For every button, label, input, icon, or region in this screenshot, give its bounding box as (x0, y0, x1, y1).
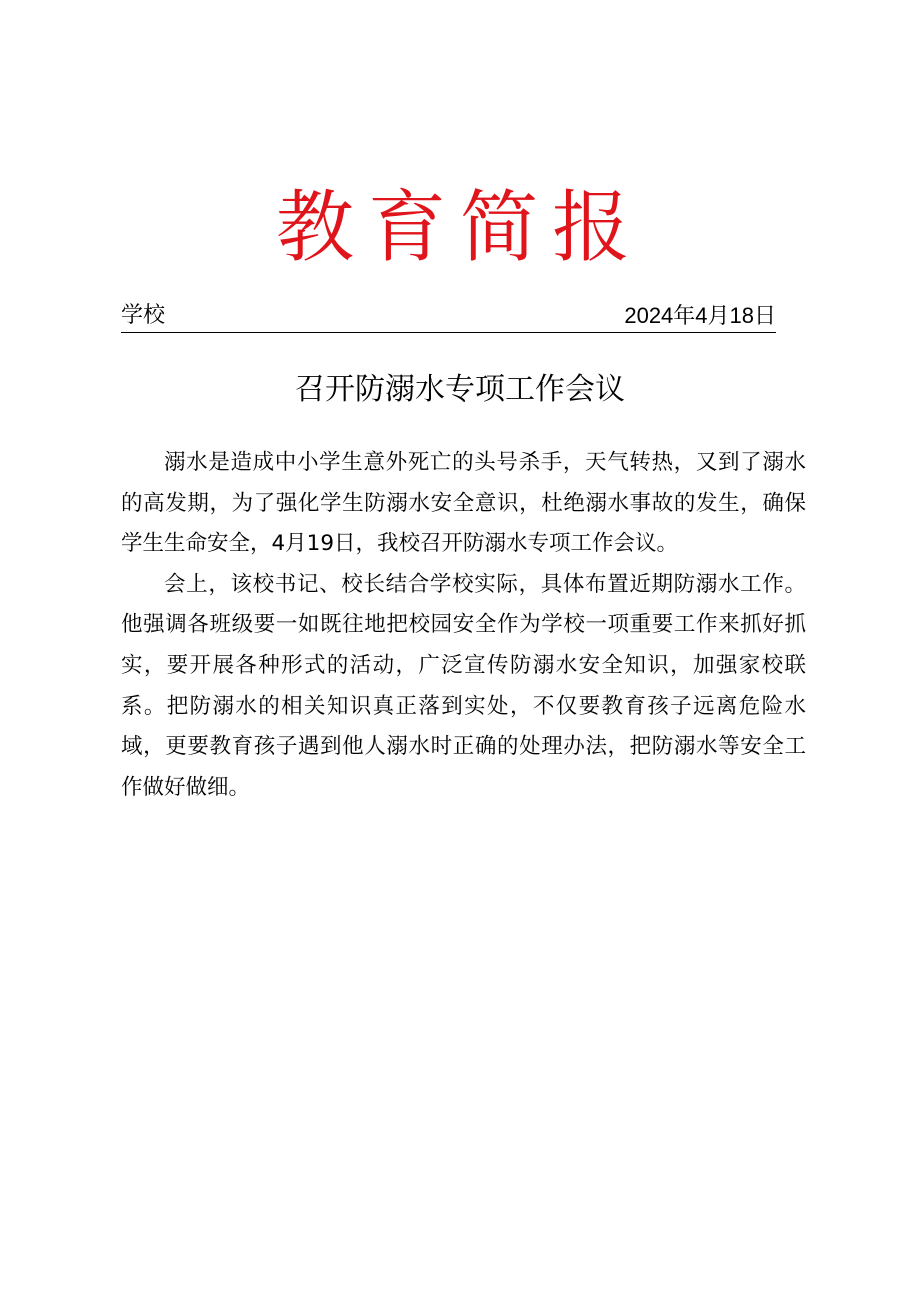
school-label: 学校 (121, 303, 166, 328)
masthead-title: 教育简报 (275, 183, 644, 273)
info-line (121, 300, 776, 333)
paragraph: 会上，该校书记、校长结合学校实际，具体布置近期防溺水工作。他强调各班级要一如既往地把校园安全作为学校一项重要工作来抓好抓实，要开展各种形式的活动，广泛宣传防溺水安全知识，加强家校联系。把防溺水的相关知识真正落到实处，不仅要教育孩子远离危险水域，更要教育孩子遇到他人溺水时正确的处理办法，把防溺水等安全工作做好做细。 (121, 571, 806, 800)
article-title: 召开防溺水专项工作会议 (295, 372, 625, 407)
paragraph: 溺水是造成中小学生意外死亡的头号杀手，天气转热，又到了溺水的高发期，为了强化学生防溺水安全意识，杜绝溺水事故的发生，确保学生生命安全，4月19日，我校召开防溺水专项工作会议。 (121, 450, 806, 557)
issue-date: 2024年4月18日 (624, 303, 776, 328)
article-body (121, 443, 806, 808)
